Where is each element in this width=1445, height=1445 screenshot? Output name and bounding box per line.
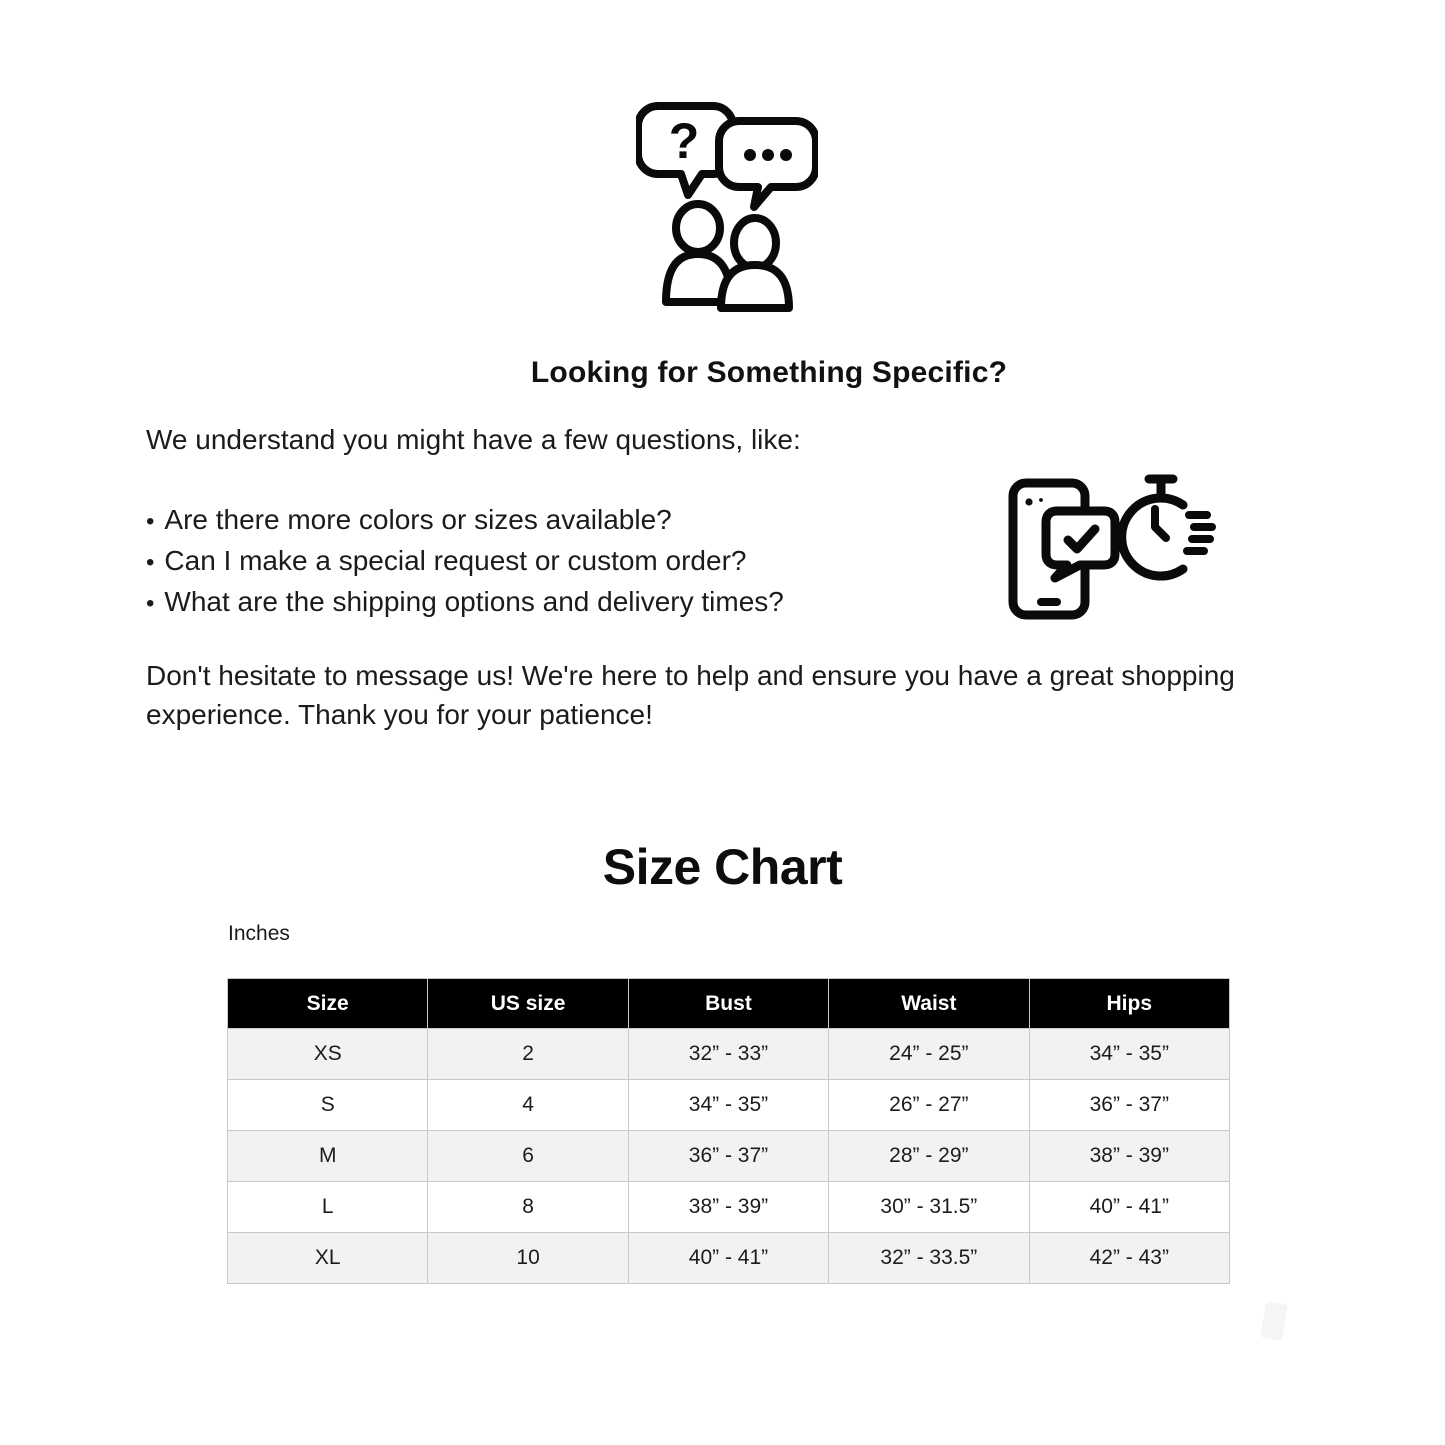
cell-bust: 38” - 39”	[628, 1182, 828, 1233]
bullet-icon: •	[146, 508, 155, 535]
unit-label: Inches	[228, 922, 290, 945]
table-row	[228, 1131, 1230, 1182]
column-header-size: Size	[228, 979, 428, 1029]
cell-size: XS	[228, 1029, 428, 1080]
cell-waist: 28” - 29”	[829, 1131, 1029, 1182]
cell-size: XL	[228, 1233, 428, 1284]
closing-text: Don't hesitate to message us! We're here to help and ensure you have a great shopping experience. Thank you for your patience!	[146, 660, 1235, 730]
cell-bust: 32” - 33”	[628, 1029, 828, 1080]
cell-us: 8	[428, 1182, 628, 1233]
column-header-waist: Waist	[829, 979, 1029, 1029]
table-header-row	[228, 979, 1230, 1029]
cell-bust: 34” - 35”	[628, 1080, 828, 1131]
people-chat-question-icon	[636, 102, 818, 317]
page-title: Looking for Something Specific?	[530, 356, 1008, 389]
table-row	[228, 1080, 1230, 1131]
column-header-bust: Bust	[628, 979, 828, 1029]
cell-hips: 34” - 35”	[1029, 1029, 1229, 1080]
question-list	[146, 500, 784, 623]
intro-text: We understand you might have a few questions, like:	[146, 424, 801, 455]
faint-watermark	[1260, 1301, 1288, 1340]
phone-fast-reply-stopwatch-icon	[1005, 465, 1219, 628]
cell-hips: 42” - 43”	[1029, 1233, 1229, 1284]
table-row	[228, 1029, 1230, 1080]
list-item	[146, 500, 784, 541]
table-row	[228, 1182, 1230, 1233]
people-chat-question-svg	[636, 102, 818, 312]
column-header-us-size: US size	[428, 979, 628, 1029]
cell-waist: 30” - 31.5”	[829, 1182, 1029, 1233]
cell-waist: 26” - 27”	[829, 1080, 1029, 1131]
bullet-icon: •	[146, 590, 155, 617]
question-text: What are the shipping options and delivery times?	[164, 586, 784, 617]
cell-us: 6	[428, 1131, 628, 1182]
cell-us: 2	[428, 1029, 628, 1080]
table-row	[228, 1233, 1230, 1284]
cell-hips: 40” - 41”	[1029, 1182, 1229, 1233]
size-chart-title: Size Chart	[602, 839, 843, 895]
cell-size: L	[228, 1182, 428, 1233]
phone-fast-reply-svg	[1005, 465, 1219, 623]
question-text: Are there more colors or sizes available?	[164, 504, 672, 535]
bullet-icon: •	[146, 549, 155, 576]
cell-waist: 24” - 25”	[829, 1029, 1029, 1080]
list-item	[146, 582, 784, 623]
cell-hips: 38” - 39”	[1029, 1131, 1229, 1182]
cell-size: S	[228, 1080, 428, 1131]
question-text: Can I make a special request or custom order?	[164, 545, 747, 576]
question-mark-glyph: ?	[668, 113, 700, 169]
cell-bust: 36” - 37”	[628, 1131, 828, 1182]
cell-us: 4	[428, 1080, 628, 1131]
cell-size: M	[228, 1131, 428, 1182]
cell-us: 10	[428, 1233, 628, 1284]
size-chart-table	[227, 978, 1230, 1284]
cell-bust: 40” - 41”	[628, 1233, 828, 1284]
cell-hips: 36” - 37”	[1029, 1080, 1229, 1131]
cell-waist: 32” - 33.5”	[829, 1233, 1029, 1284]
list-item	[146, 541, 784, 582]
column-header-hips: Hips	[1029, 979, 1229, 1029]
